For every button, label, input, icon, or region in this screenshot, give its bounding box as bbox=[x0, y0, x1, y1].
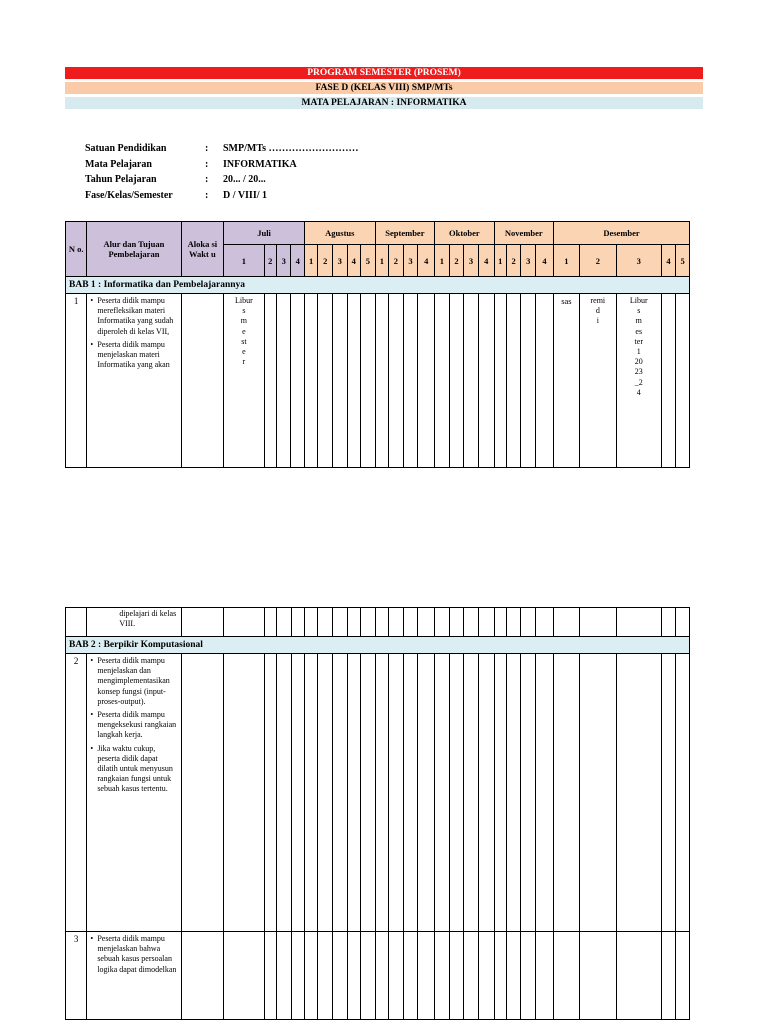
week-header: 3 bbox=[521, 245, 536, 277]
desember-libur: Libur s m es ter 1 20 23 _2 4 bbox=[629, 296, 648, 397]
info-label: Mata Pelajaran bbox=[85, 158, 152, 170]
tp-item: • Peserta didik mampu merefleksikan materi Informatika yang sudah diperoleh di kelas VII, bbox=[90, 296, 178, 337]
week-header: 2 bbox=[264, 245, 276, 277]
prosem-table-continued bbox=[65, 607, 690, 1020]
alokasi-cell bbox=[181, 932, 224, 1020]
tp-item: • Peserta didik mampu menjelaskan bahwa sebuah kasus persoalan logika dapat dimodelkan bbox=[90, 934, 178, 975]
week-cell bbox=[494, 294, 506, 468]
prosem-table bbox=[65, 221, 690, 468]
info-row bbox=[85, 157, 423, 173]
col-no-header: N o. bbox=[66, 222, 87, 277]
tp-item: • Peserta didik mampu menjelaskan materi Informatika yang akan bbox=[90, 340, 178, 371]
title-banner-prosem: PROGRAM SEMESTER (PROSEM) bbox=[65, 67, 703, 79]
week-cell bbox=[375, 294, 388, 468]
week-cell bbox=[304, 294, 317, 468]
juli-note: Libur s m e st e r bbox=[234, 296, 253, 367]
month-oktober: Oktober bbox=[435, 222, 494, 245]
desember-sas: sas bbox=[561, 296, 572, 306]
col-alokasi-header: Aloka si Wakt u bbox=[181, 222, 224, 277]
week-cell bbox=[616, 294, 661, 468]
row-number bbox=[66, 608, 87, 637]
info-sep: : bbox=[205, 189, 209, 201]
week-header: 3 bbox=[616, 245, 661, 277]
week-header: 1 bbox=[224, 245, 264, 277]
week-cell bbox=[661, 294, 676, 468]
info-sep: : bbox=[205, 174, 209, 185]
info-value: D / VIII/ 1 bbox=[223, 189, 267, 201]
week-cell bbox=[403, 294, 418, 468]
week-header: 2 bbox=[449, 245, 464, 277]
week-cell bbox=[435, 294, 450, 468]
bab-heading: BAB 1 : Informatika dan Pembelajarannya bbox=[66, 277, 690, 294]
week-header: 1 bbox=[375, 245, 388, 277]
week-cell bbox=[264, 294, 276, 468]
title-banner-mapel: MATA PELAJARAN : INFORMATIKA bbox=[65, 97, 703, 109]
week-header: 3 bbox=[464, 245, 479, 277]
info-value: INFORMATIKA bbox=[223, 158, 297, 170]
week-cell bbox=[464, 294, 479, 468]
week-cell bbox=[224, 294, 264, 468]
info-label: Satuan Pendidikan bbox=[85, 143, 167, 154]
week-header: 5 bbox=[676, 245, 690, 277]
week-header: 5 bbox=[361, 245, 376, 277]
week-cell bbox=[554, 294, 580, 468]
tujuan-pembelajaran bbox=[87, 608, 181, 637]
week-cell bbox=[389, 294, 404, 468]
tujuan-pembelajaran bbox=[87, 932, 181, 1020]
info-sep: : bbox=[205, 158, 209, 170]
tujuan-pembelajaran bbox=[87, 294, 181, 468]
alokasi-cell bbox=[181, 608, 224, 637]
week-cell bbox=[521, 294, 536, 468]
week-header: 3 bbox=[276, 245, 291, 277]
week-header: 4 bbox=[418, 245, 435, 277]
tp-continued-text: dipelajari di kelas VIII. bbox=[119, 609, 177, 629]
week-header: 4 bbox=[661, 245, 676, 277]
week-header: 1 bbox=[554, 245, 580, 277]
alokasi-cell bbox=[181, 654, 224, 932]
info-value: SMP/MTs ……………………… bbox=[223, 143, 359, 154]
week-cell bbox=[361, 294, 376, 468]
week-cell bbox=[478, 294, 494, 468]
week-cell bbox=[579, 294, 616, 468]
week-cell bbox=[276, 294, 291, 468]
week-header: 3 bbox=[332, 245, 347, 277]
week-header: 1 bbox=[435, 245, 450, 277]
week-header: 4 bbox=[536, 245, 554, 277]
month-november: November bbox=[494, 222, 553, 245]
info-label: Tahun Pelajaran bbox=[85, 174, 157, 185]
week-cell bbox=[332, 294, 347, 468]
month-juli: Juli bbox=[224, 222, 305, 245]
week-header: 3 bbox=[403, 245, 418, 277]
week-cell bbox=[418, 294, 435, 468]
identity-block bbox=[85, 141, 423, 203]
week-cell bbox=[318, 294, 333, 468]
month-desember: Desember bbox=[554, 222, 690, 245]
week-header: 4 bbox=[291, 245, 304, 277]
bab-heading: BAB 2 : Berpikir Komputasional bbox=[66, 637, 690, 654]
info-label: Fase/Kelas/Semester bbox=[85, 189, 173, 201]
week-cell bbox=[536, 294, 554, 468]
row-number: 3 bbox=[66, 932, 87, 1020]
week-cell bbox=[506, 294, 521, 468]
week-cell bbox=[291, 294, 304, 468]
tp-item: • Peserta didik mampu menjelaskan dan mengimplementasikan konsep fungsi (input-proses-output). bbox=[90, 656, 178, 707]
info-value: 20... / 20... bbox=[223, 174, 266, 185]
info-row bbox=[85, 188, 423, 204]
tp-item: • Peserta didik mampu mengeksekusi rangkaian langkah kerja. bbox=[90, 710, 178, 741]
week-cell bbox=[676, 294, 690, 468]
row-number: 2 bbox=[66, 654, 87, 932]
week-header: 1 bbox=[304, 245, 317, 277]
week-header: 1 bbox=[494, 245, 506, 277]
week-header: 2 bbox=[318, 245, 333, 277]
week-cell bbox=[449, 294, 464, 468]
alokasi-cell bbox=[181, 294, 224, 468]
tp-item: • Jika waktu cukup, peserta didik dapat dilatih untuk menyusun rangkaian fungsi untuk sebuah kasus tertentu. bbox=[90, 744, 178, 795]
week-header: 2 bbox=[389, 245, 404, 277]
week-header: 2 bbox=[579, 245, 616, 277]
month-september: September bbox=[375, 222, 434, 245]
week-header: 2 bbox=[506, 245, 521, 277]
info-row bbox=[85, 172, 423, 188]
info-sep: : bbox=[205, 143, 209, 154]
week-cell bbox=[347, 294, 360, 468]
week-header: 4 bbox=[347, 245, 360, 277]
row-number: 1 bbox=[66, 294, 87, 468]
tujuan-pembelajaran bbox=[87, 654, 181, 932]
title-banner-fase: FASE D (KELAS VIII) SMP/MTs bbox=[65, 82, 703, 94]
week-header: 4 bbox=[478, 245, 494, 277]
info-row bbox=[85, 141, 423, 157]
col-alur-header: Alur dan Tujuan Pembelajaran bbox=[87, 222, 181, 277]
desember-remidi: remi d i bbox=[590, 296, 606, 326]
month-agustus: Agustus bbox=[304, 222, 375, 245]
